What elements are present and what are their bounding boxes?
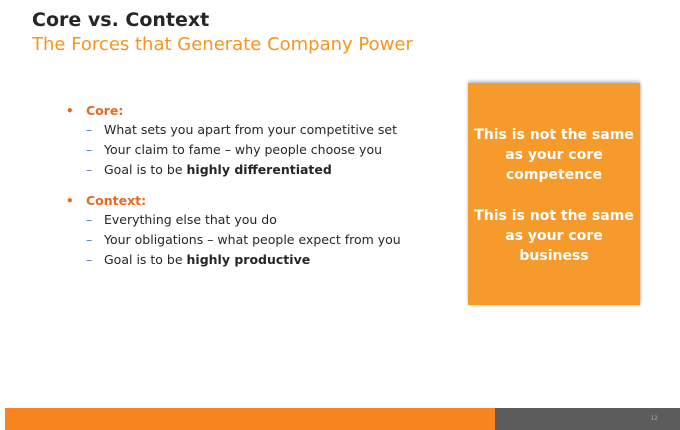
section-core <box>66 102 466 180</box>
list-item-text: Your obligations – what people expect from you <box>104 232 401 247</box>
sub-list <box>66 210 466 270</box>
bullet-content <box>66 102 466 282</box>
list-item <box>66 210 466 230</box>
section-heading-label: Context: <box>86 193 147 208</box>
dash-icon: – <box>86 142 93 157</box>
footer-gray-bar <box>495 408 680 430</box>
dash-icon: – <box>86 122 93 137</box>
dash-icon: – <box>86 232 93 247</box>
section-context <box>66 192 466 270</box>
section-heading <box>66 192 466 210</box>
section-heading-label: Core: <box>86 103 124 118</box>
sub-list <box>66 120 466 180</box>
list-item <box>66 160 466 180</box>
list-item-text: Goal is to be <box>104 252 187 267</box>
list-item-bold: highly differentiated <box>186 162 332 177</box>
dash-icon: – <box>86 162 93 177</box>
slide-title: Core vs. Context <box>32 9 210 31</box>
list-item-bold: highly productive <box>186 252 311 267</box>
list-item <box>66 120 466 140</box>
list-item-text: What sets you apart from your competitive set <box>104 122 397 137</box>
dash-icon: – <box>86 252 93 267</box>
callout-text-business: This is not the same as your core business <box>474 208 634 264</box>
bullet-dot-icon: • <box>66 104 74 118</box>
slide-subtitle: The Forces that Generate Company Power <box>32 34 413 55</box>
bullet-dot-icon: • <box>66 194 74 208</box>
page-number: 12 <box>650 415 658 422</box>
list-item <box>66 230 466 250</box>
callout-text-competence: This is not the same as your core competence <box>474 127 634 183</box>
list-item-text: Everything else that you do <box>104 212 277 227</box>
dash-icon: – <box>86 212 93 227</box>
footer-orange-bar <box>5 408 495 430</box>
callout-box <box>468 83 640 305</box>
list-item <box>66 140 466 160</box>
list-item <box>66 250 466 270</box>
list-item-text: Your claim to fame – why people choose you <box>104 142 383 157</box>
section-heading <box>66 102 466 120</box>
list-item-text: Goal is to be <box>104 162 187 177</box>
